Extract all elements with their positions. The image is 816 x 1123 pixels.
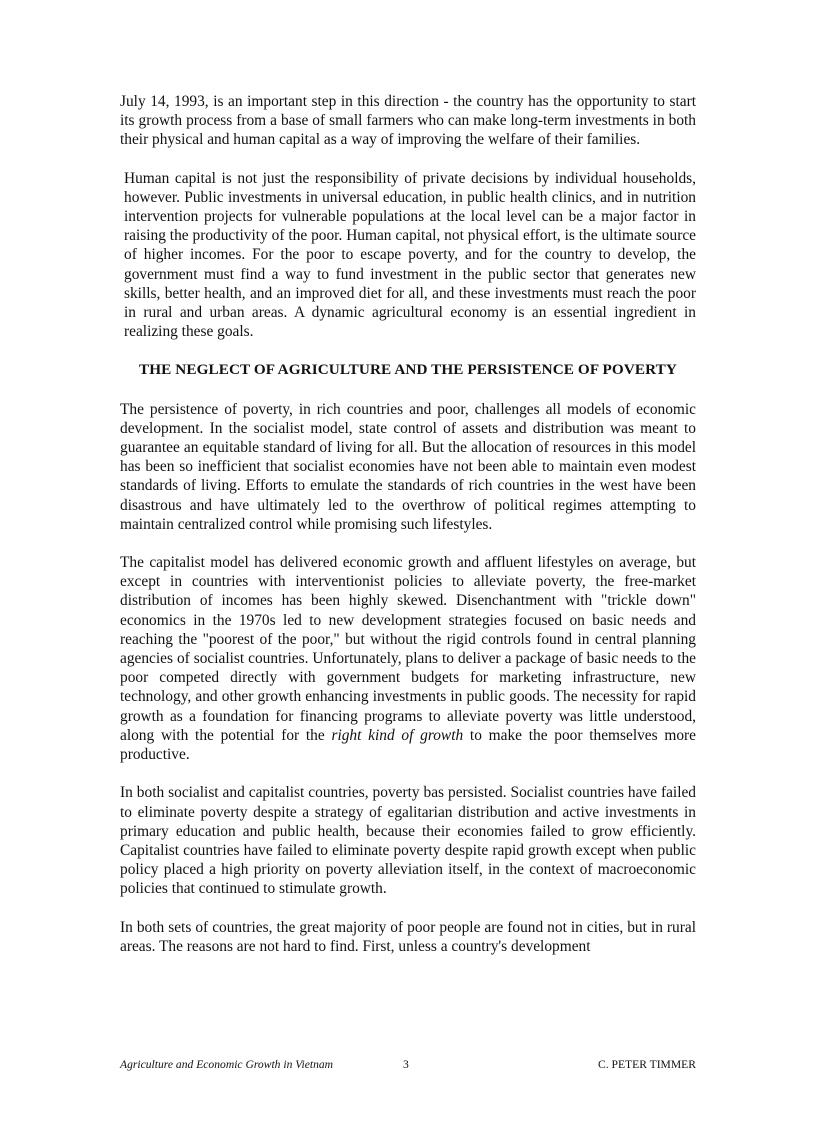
footer-title: Agriculture and Economic Growth in Vietnam <box>120 1058 334 1071</box>
page-body <box>120 92 696 975</box>
paragraph-4-text-start: The capitalist model has delivered economic growth and affluent lifestyles on average, but except in countries with interventionist policies to alleviate poverty, the free-market distribution of incomes has been highly skewed. Disenchantment with "trickle down" economics in the 1970s led to new development strategies focused on basic needs and reaching the "poorest of the poor," but without the rigid controls found in central planning agencies of socialist countries. Unfortunately, plans to deliver a package of basic needs to the poor competed directly with government budgets for marketing infrastructure, new technology, and other growth enhancing investments in public goods. The necessity for rapid growth as a foundation for financing programs to alleviate poverty was little understood, along with the potential for the <box>120 554 696 744</box>
section-heading: THE NEGLECT OF AGRICULTURE AND THE PERSISTENCE OF POVERTY <box>139 361 677 379</box>
page-footer <box>120 1058 696 1074</box>
paragraph-1: July 14, 1993, is an important step in this direction - the country has the opportunity to start its growth process from a base of small farmers who can make long-term investments in both their physical and human capital as a way of improving the welfare of their families. <box>120 93 696 149</box>
paragraph-4 <box>120 553 696 764</box>
paragraph-2: Human capital is not just the responsibility of private decisions by individual households, however. Public investments in universal education, in public health clinics, and in nutrition intervention projects for vulnerable populations at the local level can be a major factor in raising the productivity of the poor. Human capital, not physical effort, is the ultimate source of higher incomes. For the poor to escape poverty, and for the country to develop, the government must find a way to fund investment in the public sector that generates new skills, better health, and an improved diet for all, and these investments must reach the poor in rural and urban areas. A dynamic agricultural economy is an essential ingredient in realizing these goals. <box>124 169 696 341</box>
paragraph-5: In both socialist and capitalist countries, poverty bas persisted. Socialist countries have failed to eliminate poverty despite a strategy of egalitarian distribution and active investments in primary education and public health, because their economies failed to grow efficiently. Capitalist countries have failed to eliminate poverty despite rapid growth except when public policy placed a high priority on poverty alleviation itself, in the context of macroeconomic policies that continued to stimulate growth. <box>120 784 696 898</box>
paragraph-4-text-end: to make the poor themselves more productive. <box>120 726 696 764</box>
paragraph-4-emphasis: right kind of growth <box>331 726 464 744</box>
footer-page-number: 3 <box>403 1058 409 1071</box>
paragraph-3: The persistence of poverty, in rich countries and poor, challenges all models of economic development. In the socialist model, state control of assets and distribution was meant to guarantee an equitable standard of living for all. But the allocation of resources in this model has been so inefficient that socialist economies have not been able to maintain even modest standards of living. Efforts to emulate the standards of rich countries in the west have been disastrous and have ultimately led to the overthrow of political regimes attempting to maintain centralized control while promising such lifestyles. <box>120 400 696 533</box>
paragraph-6: In both sets of countries, the great majority of poor people are found not in cities, but in rural areas. The reasons are not hard to find. First, unless a country's development <box>120 918 696 955</box>
footer-author: C. PETER TIMMER <box>597 1058 696 1071</box>
